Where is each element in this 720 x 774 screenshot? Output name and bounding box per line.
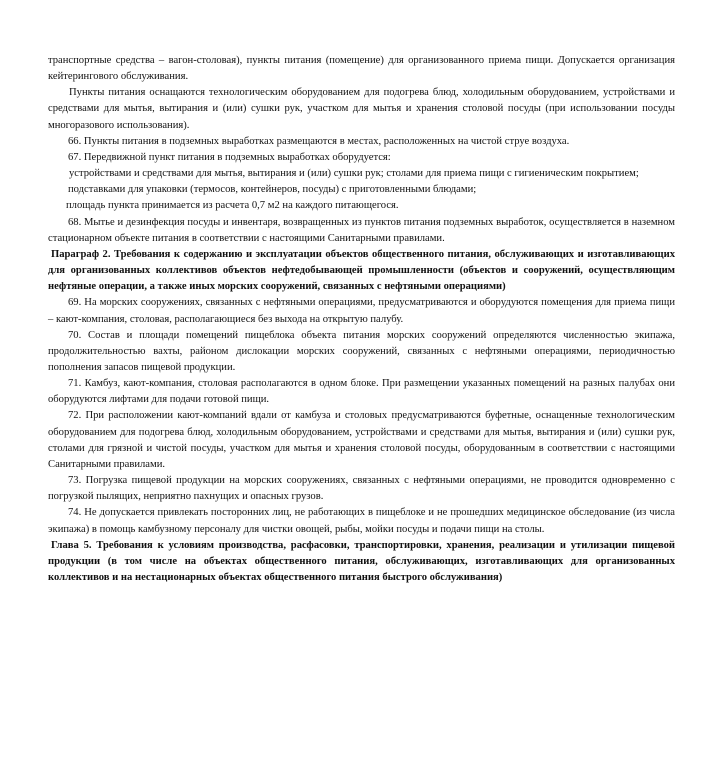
paragraph-food-points-equipment: Пункты питания оснащаются технологическим оборудованием для подогрева блюд, холодильным оборудованием, устройствами и средствами для мытья, вытирания и (или) сушки рук, участком для мытья и хранения столовой посуды (при использовании посуды многоразового использования).	[48, 87, 675, 131]
paragraph-74: 74. Не допускается привлекать посторонних лиц, не работающих в пищеблоке и не прошедших медицинское обследование (из числа экипажа) в помощь камбузному персоналу для чистки овощей, рыбы, мойки посуды и подачи пищи на столы.	[48, 507, 675, 535]
paragraph-72: 72. При расположении кают-компаний вдали от камбуза и столовых предусматриваются буфетные, оснащенные технологическим оборудованием для подогрева блюд, холодильным оборудованием, устройствами и средствами для мытья, вытирания и (или) сушки рук, столами для грязной и чистой посуды, участком для мытья и хранения столовой посуды, оборудованным в соответствии с настоящими Санитарными правилами.	[48, 410, 675, 470]
paragraph-70: 70. Состав и площади помещений пищеблока объекта питания морских сооружений определяются численностью экипажа, продолжительностью вахты, районом дислокации морских сооружений, связанных с нефтяными операциями, периодичностью пополнения запасов пищевой продукции.	[48, 329, 675, 373]
section-heading-paragraph-2: Параграф 2. Требования к содержанию и эксплуатации объектов общественного питания, обслуживающих и изготавливающих для организованных коллективов объектов нефтедобывающей промышленности (объектов и сооружений, осуществляющим нефтяные операции, а также иных морских сооружений, связанных с нефтяными операциями)	[48, 248, 675, 293]
paragraph-73: 73. Погрузка пищевой продукции на морских сооружениях, связанных с нефтяными операциями, не проводится одновременно с погрузкой пылящих, неприятно пахнущих и опасных грузов.	[48, 475, 675, 503]
list-item-stands: подставками для упаковки (термосов, контейнеров, посуды) с приготовленными блюдами;	[68, 184, 477, 196]
list-item-area: площадь пункта принимается из расчета 0,7 м2 на каждого питающегося.	[66, 200, 399, 212]
paragraph-68: 68. Мытье и дезинфекция посуды и инвентаря, возвращенных из пунктов питания подземных выработок, осуществляется в наземном стационарном объекте питания в соответствии с настоящими Санитарными правилами.	[48, 216, 675, 244]
paragraph-71: 71. Камбуз, кают-компания, столовая располагаются в одном блоке. При размещении указанных помещений на разных палубах они оборудуются лифтами для подачи готовой пищи.	[48, 378, 675, 406]
paragraph-69: 69. На морских сооружениях, связанных с нефтяными операциями, предусматриваются и оборудуются помещения для приема пищи – кают-компания, столовая, располагающиеся без выхода на открытую палубу.	[48, 297, 675, 325]
list-item-hand-wash: устройствами и средствами для мытья, вытирания и (или) сушки рук; столами для приема пищи с гигиеническим покрытием;	[69, 168, 639, 180]
chapter-heading-5: Глава 5. Требования к условиям производства, расфасовки, транспортировки, хранения, реализации и утилизации пищевой продукции (в том числе на объектах общественного питания, обслуживающих, изготавливающих для организованных коллективов и на нестационарных объектах общественного питания быстрого обслуживания)	[48, 539, 675, 583]
paragraph-67: 67. Передвижной пункт питания в подземных выработках оборудуется:	[68, 151, 391, 163]
paragraph-66: 66. Пункты питания в подземных выработках размещаются в местах, расположенных на чистой струе воздуха.	[68, 135, 570, 147]
paragraph-continuation: транспортные средства – вагон-столовая), пункты питания (помещение) для организованного приема пищи. Допускается организация кейтерингового обслуживания.	[48, 55, 675, 83]
document-page	[48, 53, 675, 586]
